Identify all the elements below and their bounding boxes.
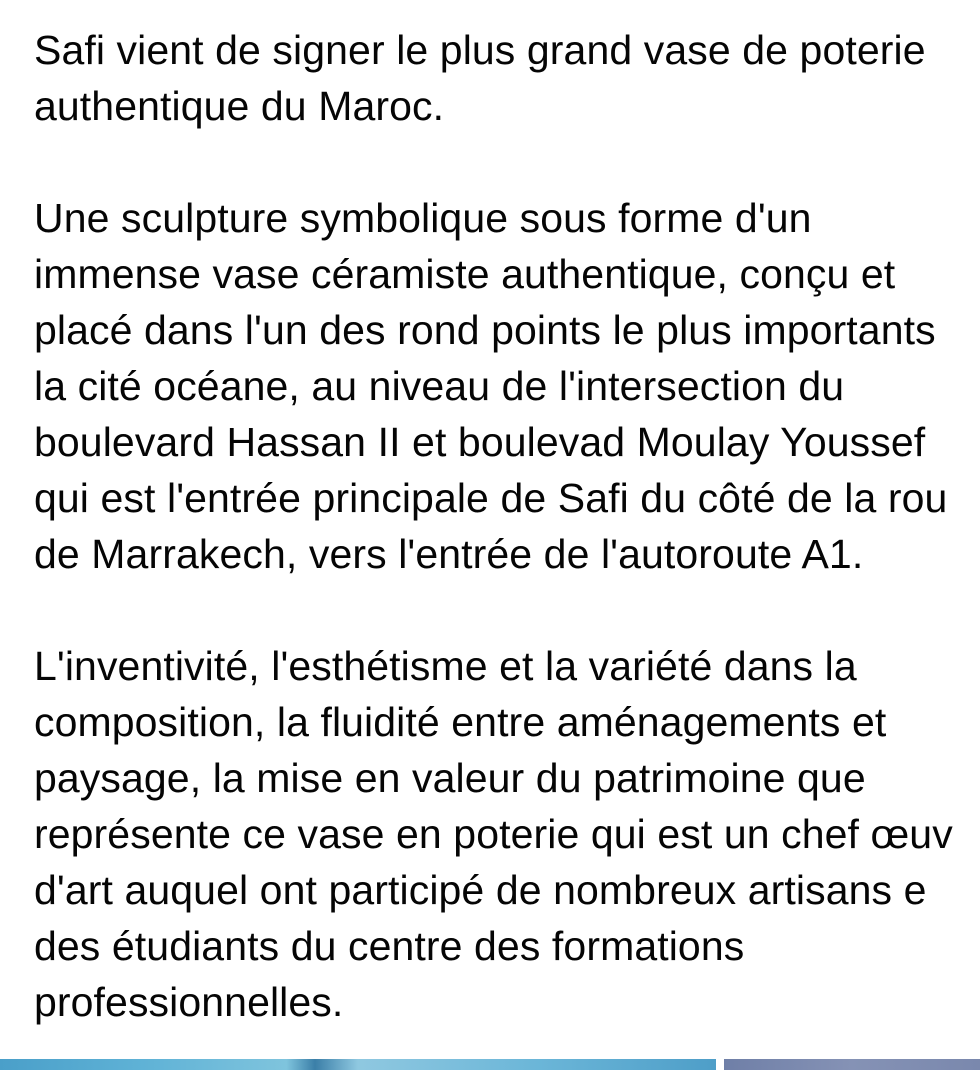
- photo-thumbnail[interactable]: [724, 1059, 980, 1070]
- post-text-line: la cité océane, au niveau de l'intersection du: [34, 363, 845, 409]
- post-text-line: qui est l'entrée principale de Safi du côté de la rou: [34, 475, 948, 521]
- post-text-line: immense vase céramiste authentique, conçu et: [34, 251, 896, 297]
- post-text: [34, 22, 980, 1030]
- post-text-line: représente ce vase en poterie qui est un chef œuv: [34, 811, 953, 857]
- post-text-line: boulevard Hassan II et boulevad Moulay Youssef: [34, 419, 926, 465]
- post-text-line: de Marrakech, vers l'entrée de l'autoroute A1.: [34, 531, 864, 577]
- post-text-line: L'inventivité, l'esthétisme et la variété dans la: [34, 643, 857, 689]
- paragraph-gap: [34, 582, 980, 638]
- post-text-line: placé dans l'un des rond points le plus importants: [34, 307, 936, 353]
- paragraph-gap: [34, 134, 980, 190]
- post-text-line: d'art auquel ont participé de nombreux artisans e: [34, 867, 927, 913]
- post-text-line: Safi vient de signer le plus grand vase de poterie: [34, 27, 926, 73]
- post-text-line: authentique du Maroc.: [34, 83, 445, 129]
- post-text-line: Une sculpture symbolique sous forme d'un: [34, 195, 812, 241]
- post-text-line: composition, la fluidité entre aménagements et: [34, 699, 887, 745]
- photo-thumbnail[interactable]: [0, 1059, 716, 1070]
- photo-attachments: [0, 1059, 980, 1070]
- post-text-line: des étudiants du centre des formations: [34, 923, 745, 969]
- post-text-line: professionnelles.: [34, 979, 344, 1025]
- post-text-line: paysage, la mise en valeur du patrimoine que: [34, 755, 866, 801]
